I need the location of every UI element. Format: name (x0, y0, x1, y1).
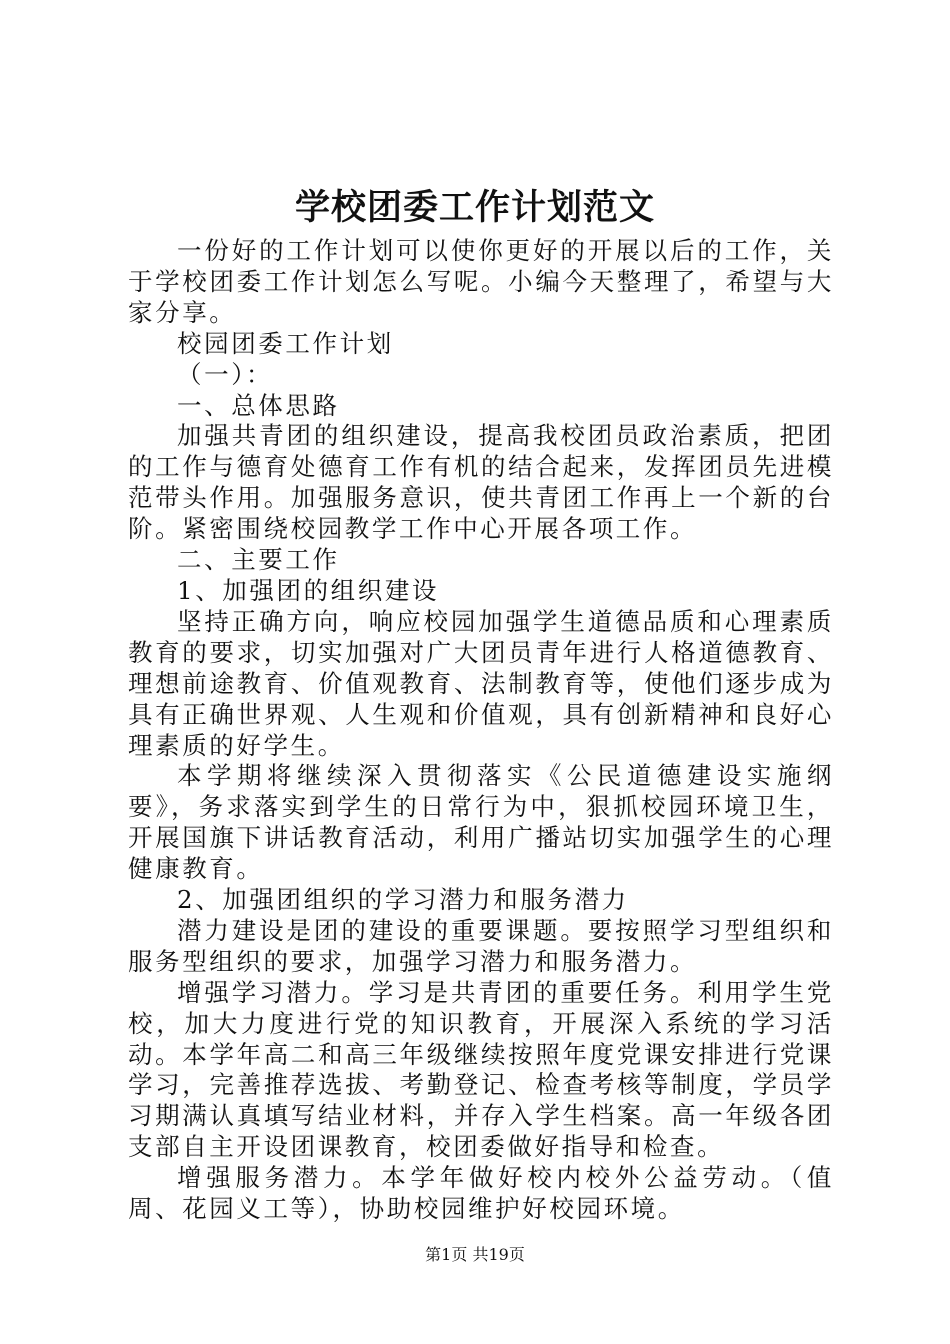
page-total: 共19页 (472, 1245, 525, 1264)
paragraph-capability: 潜力建设是团的建设的重要课题。要按照学习型组织和服务型组织的要求，加强学习潜力和服务潜力。 (128, 915, 834, 976)
heading-general-idea: 一、总体思路 (177, 390, 340, 420)
paragraph-organization: 坚持正确方向，响应校园加强学生道德品质和心理素质教育的要求，切实加强对广大团员青年进行人格道德教育、理想前途教育、价值观教育、法制教育等，使他们逐步成为具有正确世界观、人生观和价值观，具有创新精神和良好心理素质的好学生。 (128, 606, 834, 760)
paragraph-learning: 增强学习潜力。学习是共青团的重要任务。利用学生党校，加大力度进行党的知识教育，开展深入系统的学习活动。本学年高二和高三年级继续按照年度党课安排进行党课学习，完善推荐选拔、考勤登记、检查考核等制度，学员学习期满认真填写结业材料，并存入学生档案。高一年级各团支部自主开设团课教育，校团委做好指导和检查。 (128, 977, 834, 1162)
heading-organization: 1、加强团的组织建设 (177, 575, 440, 605)
document-body (128, 236, 834, 1225)
page-footer (0, 1244, 950, 1266)
paragraph-semester: 本学期将继续深入贯彻落实《公民道德建设实施纲要》，务求落实到学生的日常行为中，狠抓校园环境卫生，开展国旗下讲话教育活动，利用广播站切实加强学生的心理健康教育。 (128, 761, 834, 884)
heading-capability: 2、加强团组织的学习潜力和服务潜力 (177, 885, 629, 915)
paragraph-plan-title: 校园团委工作计划 (177, 328, 394, 358)
document-title: 学校团委工作计划范文 (294, 187, 655, 228)
page-number: 第1页 (425, 1245, 468, 1264)
paragraph-service: 增强服务潜力。本学年做好校内校外公益劳动。（值周、花园义工等），协助校园维护好校园环境。 (128, 1163, 834, 1224)
paragraph-general-idea: 加强共青团的组织建设，提高我校团员政治素质，把团的工作与德育处德育工作有机的结合起来，发挥团员先进模范带头作用。加强服务意识，使共青团工作再上一个新的台阶。紧密围绕校园教学工作中心开展各项工作。 (128, 421, 834, 544)
paragraph-intro: 一份好的工作计划可以使你更好的开展以后的工作，关于学校团委工作计划怎么写呢。小编今天整理了，希望与大家分享。 (128, 236, 834, 327)
paragraph-part-one: （一）： (177, 359, 274, 389)
heading-main-work: 二、主要工作 (177, 545, 340, 575)
